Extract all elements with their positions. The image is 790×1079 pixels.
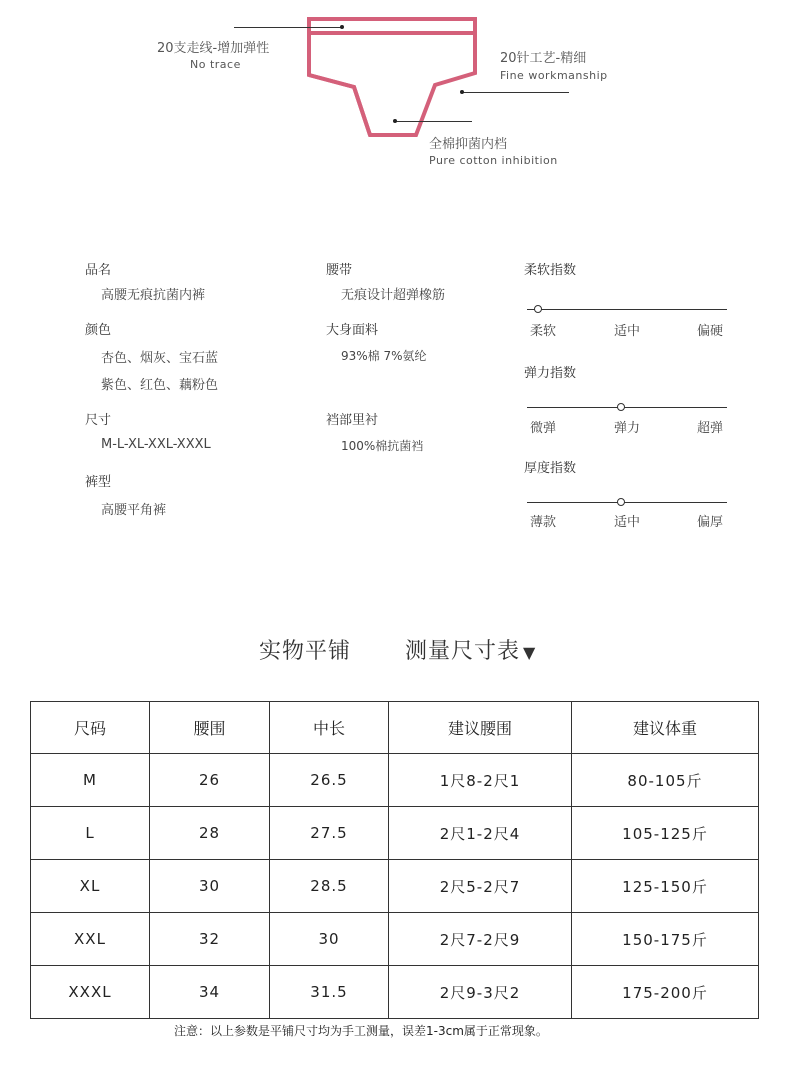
callout-dot-workmanship: [460, 90, 464, 94]
callout-dot-waist: [340, 25, 344, 29]
cell-length: 27.5: [270, 807, 389, 860]
callout-crotch-cn: 全棉抑菌内档: [429, 137, 508, 152]
softness-scale-knob: [534, 305, 542, 313]
cell-suggested-weight: 105-125斤: [572, 807, 759, 860]
down-triangle-icon: ▼: [523, 643, 537, 662]
spec-name-label: 品名: [85, 263, 112, 278]
table-row: [31, 807, 759, 860]
cell-length: 31.5: [270, 966, 389, 1019]
left-leg-line: [309, 75, 370, 135]
thickness-tick-mid: 适中: [614, 515, 641, 530]
cell-waist: 34: [150, 966, 270, 1019]
elasticity-scale-line: [527, 407, 727, 408]
cell-size: L: [31, 807, 150, 860]
cell-waist: 28: [150, 807, 270, 860]
elasticity-tick-low: 微弹: [530, 421, 557, 436]
softness-tick-high: 偏硬: [697, 324, 724, 339]
thickness-index-title: 厚度指数: [524, 461, 577, 476]
cell-suggested-waist: 2尺1-2尺4: [389, 807, 572, 860]
cell-suggested-weight: 175-200斤: [572, 966, 759, 1019]
spec-crotch-label: 裆部里衬: [326, 413, 379, 428]
cell-waist: 26: [150, 754, 270, 807]
section-title-flat: 实物平铺: [259, 639, 352, 664]
cell-waist: 32: [150, 913, 270, 966]
callout-dot-crotch: [393, 119, 397, 123]
spec-name-value: 高腰无痕抗菌内裤: [101, 288, 206, 303]
spec-color-line1: 杏色、烟灰、宝石蓝: [101, 351, 219, 366]
header-length: 中长: [270, 702, 389, 754]
callout-crotch-en: Pure cotton inhibition: [429, 154, 558, 167]
header-suggested-waist: 建议腰围: [389, 702, 572, 754]
cell-length: 30: [270, 913, 389, 966]
spec-waistband-label: 腰带: [326, 263, 353, 278]
spec-style-label: 裤型: [85, 475, 112, 490]
cell-length: 28.5: [270, 860, 389, 913]
callout-line-waist: [234, 27, 342, 28]
callout-workmanship-en: Fine workmanship: [500, 69, 608, 82]
cell-suggested-waist: 2尺5-2尺7: [389, 860, 572, 913]
cell-suggested-weight: 125-150斤: [572, 860, 759, 913]
callout-workmanship-cn: 20针工艺-精细: [500, 51, 587, 66]
cell-suggested-waist: 2尺7-2尺9: [389, 913, 572, 966]
underwear-outline-diagram: [0, 0, 790, 200]
elasticity-tick-high: 超弹: [697, 421, 724, 436]
thickness-tick-high: 偏厚: [697, 515, 724, 530]
callout-line-crotch: [396, 121, 472, 122]
spec-color-label: 颜色: [85, 323, 112, 338]
table-row: [31, 913, 759, 966]
header-size: 尺码: [31, 702, 150, 754]
table-row: [31, 966, 759, 1019]
elasticity-scale-knob: [617, 403, 625, 411]
thickness-tick-low: 薄款: [530, 515, 557, 530]
table-row: [31, 754, 759, 807]
softness-tick-low: 柔软: [530, 324, 557, 339]
elasticity-index-title: 弹力指数: [524, 366, 577, 381]
cell-size: XXXL: [31, 966, 150, 1019]
spec-style-value: 高腰平角裤: [101, 503, 167, 518]
elasticity-tick-mid: 弹力: [614, 421, 641, 436]
spec-size-value: M-L-XL-XXL-XXXL: [101, 437, 211, 452]
thickness-scale-knob: [617, 498, 625, 506]
table-row: [31, 860, 759, 913]
cell-suggested-weight: 80-105斤: [572, 754, 759, 807]
cell-size: M: [31, 754, 150, 807]
spec-size-label: 尺寸: [85, 413, 112, 428]
section-title-measure: [405, 634, 536, 665]
cell-suggested-waist: 2尺9-3尺2: [389, 966, 572, 1019]
spec-crotch-value: 100%棉抗菌裆: [341, 439, 424, 453]
brief-body-outline: [309, 33, 475, 135]
header-suggested-weight: 建议体重: [572, 702, 759, 754]
callout-waist-cn: 20支走线-增加弹性: [157, 41, 270, 56]
spec-fabric-label: 大身面料: [326, 323, 379, 338]
cell-suggested-weight: 150-175斤: [572, 913, 759, 966]
softness-scale-line: [527, 309, 727, 310]
callout-waist-en: No trace: [190, 58, 241, 71]
cell-size: XXL: [31, 913, 150, 966]
spec-waistband-value: 无痕设计超弹橡筋: [341, 288, 446, 303]
thickness-scale-line: [527, 502, 727, 503]
softness-index-title: 柔软指数: [524, 263, 577, 278]
table-header-row: [31, 702, 759, 754]
waistband-outline: [309, 19, 475, 33]
cell-size: XL: [31, 860, 150, 913]
measurement-note: 注意：以上参数是平铺尺寸均为手工测量，误差1-3cm属于正常现象。: [174, 1024, 548, 1038]
softness-tick-mid: 适中: [614, 324, 641, 339]
callout-line-workmanship: [462, 92, 569, 93]
spec-fabric-value: 93%棉 7%氨纶: [341, 349, 427, 363]
cell-waist: 30: [150, 860, 270, 913]
cell-suggested-waist: 1尺8-2尺1: [389, 754, 572, 807]
header-waist: 腰围: [150, 702, 270, 754]
section-title-measure-text: 测量尺寸表: [405, 639, 521, 664]
spec-color-line2: 紫色、红色、藕粉色: [101, 378, 219, 393]
cell-length: 26.5: [270, 754, 389, 807]
size-table: [30, 701, 759, 1019]
